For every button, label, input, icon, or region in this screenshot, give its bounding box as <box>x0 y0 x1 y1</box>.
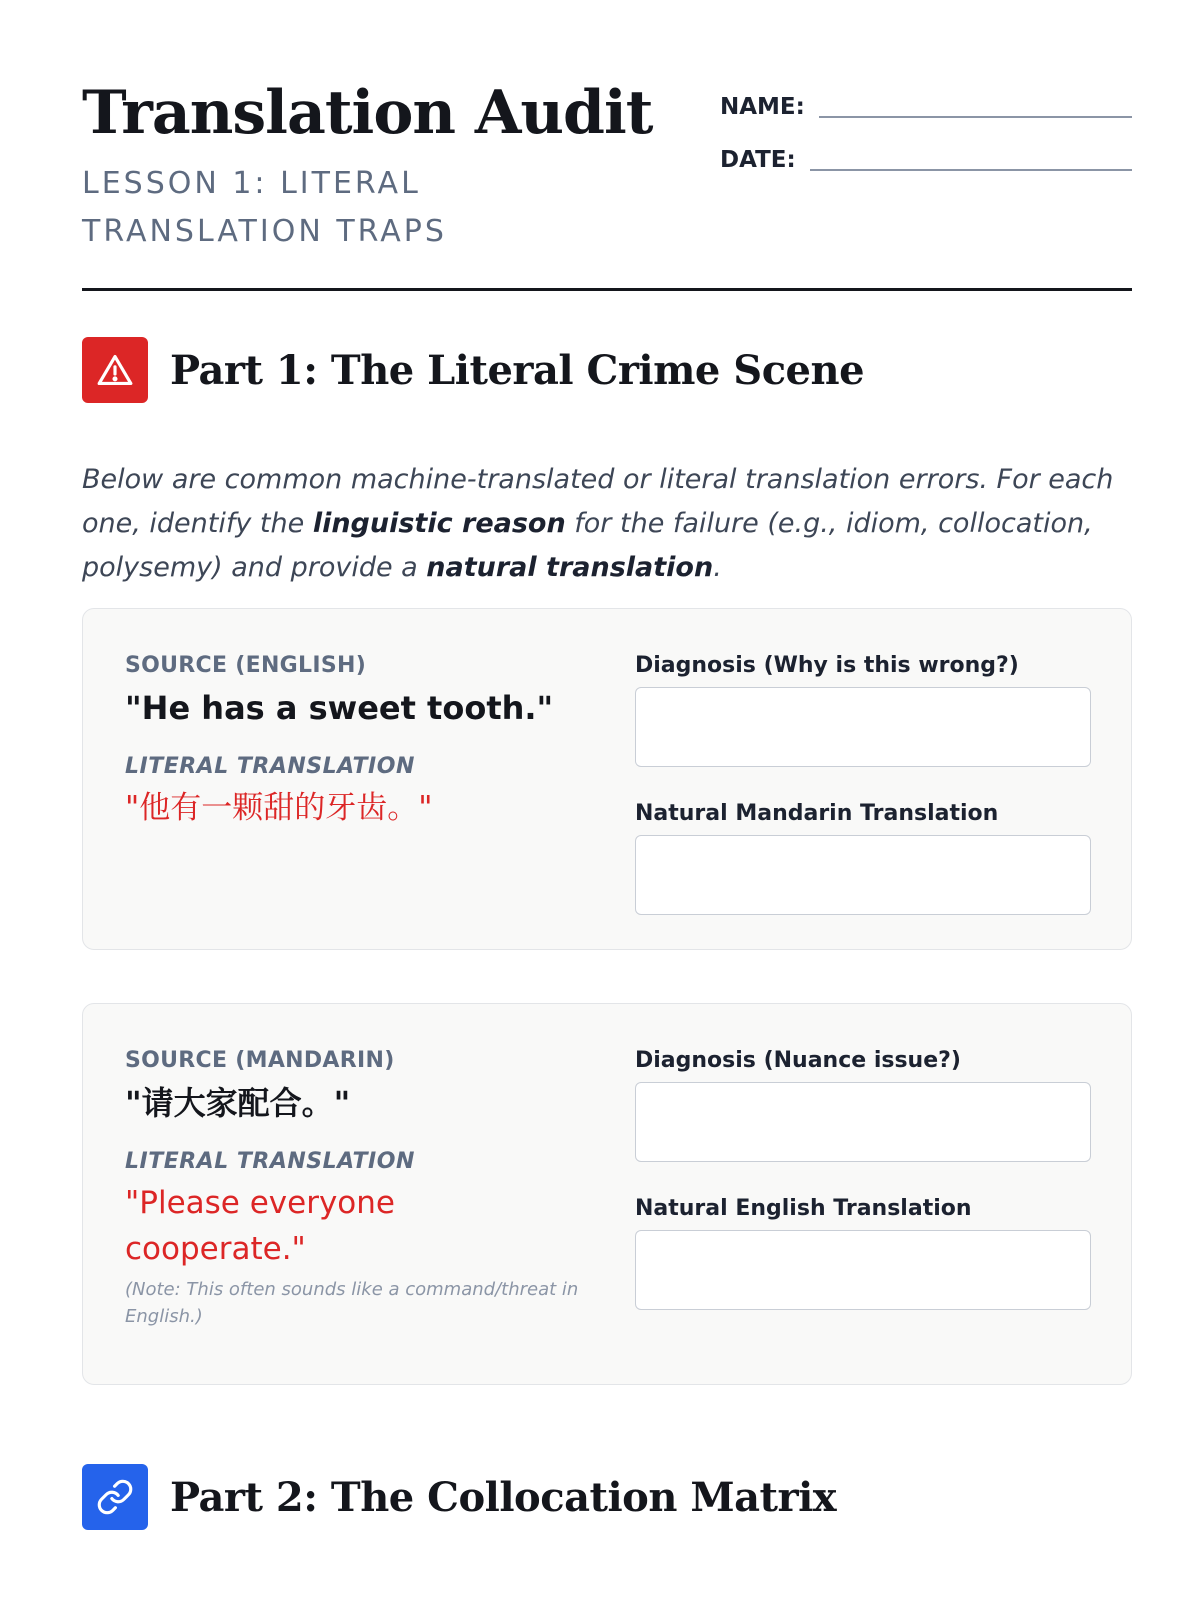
natural-translation-label: Natural Mandarin Translation <box>635 801 999 826</box>
intro-text-3: . <box>713 552 722 583</box>
worksheet-header <box>82 0 1132 292</box>
card-2-answers <box>635 1048 1091 1310</box>
part2-title: Part 2: The Collocation Matrix <box>170 1473 837 1521</box>
header-divider <box>82 288 1132 291</box>
part1-instructions <box>82 458 1132 590</box>
translation-card-2 <box>82 1003 1132 1385</box>
card-2-source <box>125 1048 585 1330</box>
part1-title: Part 1: The Literal Crime Scene <box>170 346 865 394</box>
diagnosis-input[interactable] <box>635 687 1091 767</box>
link-chain-icon <box>82 1464 148 1530</box>
diagnosis-label: Diagnosis (Nuance issue?) <box>635 1048 961 1073</box>
worksheet-page <box>82 0 1132 1521</box>
literal-label: LITERAL TRANSLATION <box>125 754 415 779</box>
page-title: Translation Audit <box>82 78 653 148</box>
literal-text: "他有一颗甜的牙齿。" <box>125 790 433 826</box>
name-line[interactable] <box>819 116 1132 118</box>
part2-heading <box>82 1464 836 1530</box>
date-line[interactable] <box>810 169 1132 171</box>
literal-text: "Please everyone cooperate." <box>125 1185 395 1267</box>
card-1-answers <box>635 653 1091 915</box>
literal-note: (Note: This often sounds like a command/threat in English.) <box>125 1279 579 1327</box>
student-meta <box>720 86 1132 192</box>
intro-emphasis-1: linguistic reason <box>312 508 566 539</box>
natural-translation-label: Natural English Translation <box>635 1196 972 1221</box>
natural-translation-input[interactable] <box>635 1230 1091 1310</box>
source-label: SOURCE (ENGLISH) <box>125 653 367 678</box>
translation-card-1 <box>82 608 1132 950</box>
date-row <box>720 139 1132 173</box>
date-label: DATE: <box>720 147 796 173</box>
name-label: NAME: <box>720 94 805 120</box>
intro-text-2: for the failure (e.g., idiom, collocation, polysemy) and provide a <box>82 508 1093 583</box>
warning-triangle-icon <box>82 337 148 403</box>
diagnosis-label: Diagnosis (Why is this wrong?) <box>635 653 1019 678</box>
intro-text-1: Below are common machine-translated or literal translation errors. For each one, identify the <box>82 464 1114 539</box>
literal-label: LITERAL TRANSLATION <box>125 1149 415 1174</box>
part1-heading <box>82 337 864 403</box>
diagnosis-input[interactable] <box>635 1082 1091 1162</box>
source-text: "请大家配合。" <box>125 1084 351 1122</box>
source-text: "He has a sweet tooth." <box>125 689 554 727</box>
card-1-source <box>125 653 585 831</box>
natural-translation-input[interactable] <box>635 835 1091 915</box>
lesson-subtitle: LESSON 1: LITERAL TRANSLATION TRAPS <box>82 166 447 249</box>
source-label: SOURCE (MANDARIN) <box>125 1048 395 1073</box>
name-row <box>720 86 1132 120</box>
intro-emphasis-2: natural translation <box>426 552 714 583</box>
